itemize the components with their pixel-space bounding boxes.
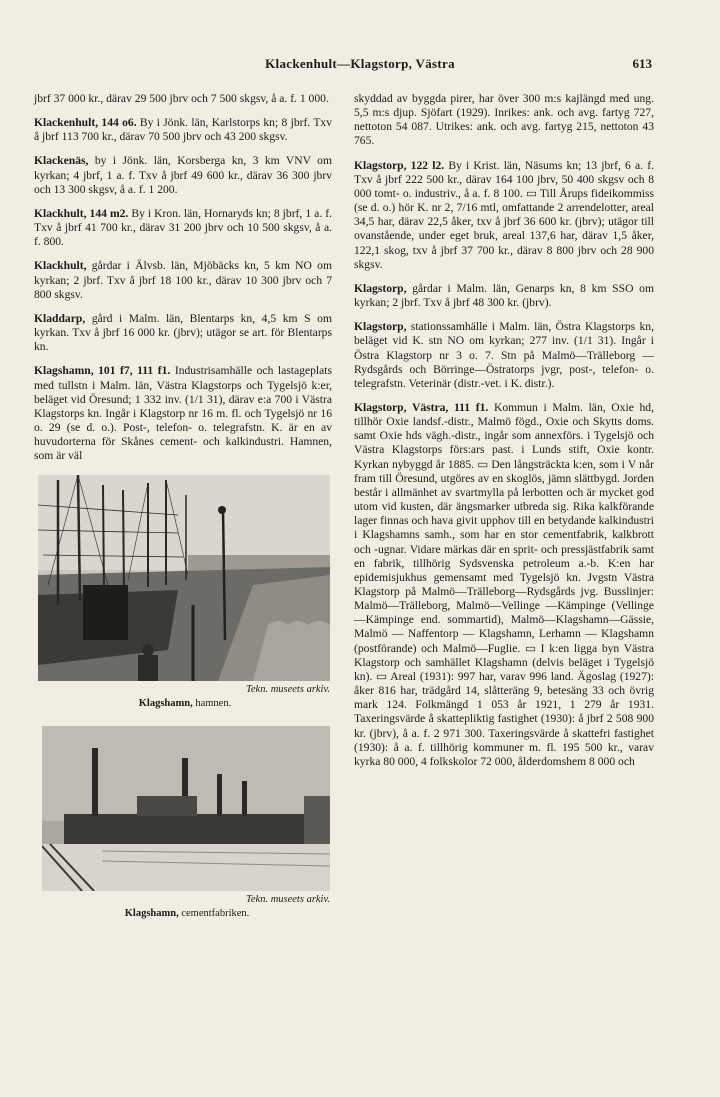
entry-text: Industrisamhälle och lastageplats med tullstn i Malm. län, Västra Klagstorps och Tygelsjö k:er, beläget vid Öresund; 1 332 inv. (1/1 31), därav e:a 700 i Västra Klagstorps kn. Ingår i Klagstorp nr 16 m. fl. och Tygelsjö nr 16 o. 29 (se d. o.). Post-, telefon- o. telegrafstn. K. är en av huvudorterna för Skånes cement- och kalkindustri. Hamnen, som är väl xyxy=(34,364,332,463)
entry-text: gårdar i Malm. län, Genarps kn, 8 km SSO om kyrkan; 2 jbrf. Txv å jbrf 48 300 kr. (jbrv). xyxy=(354,281,654,310)
entry-kladdarp xyxy=(34,312,332,354)
entry-klagstorp-station xyxy=(354,320,654,391)
entry-text: gård i Malm. län, Blentarps kn, 4,5 km S om kyrkan. Txv å jbrf 16 000 kr. (jbrv); utägor se art. för Blentarps kn. xyxy=(34,311,332,354)
entry-text: By i Krist. län, Näsums kn; 13 jbrf, 6 a. f. Txv å jbrf 222 500 kr., därav 164 100 jbrv, 50 400 skgsv och 8 000 tomt- o. industriv., å a. f. 8 100. ▭ Till Årups fideikommiss (se d. o.) hör K. nr 2, 7/16 mtl, omfattande 2 arrendelotter, areal 34,5 har, därav 22,5 åker, txv å jbrf 36 600 kr. (jbrv); utägor till ovanstående, under eget bruk, areal 137,6 har, därav 1,5 åker, 122,1 skog, txv å jbrf 37 700 kr., därav 8 800 jbrv och 28 900 skgsv. xyxy=(354,158,654,271)
entry-text: gårdar i Älvsb. län, Mjöbäcks kn, 5 km NO om kyrkan; 2 jbrf. Txv å jbrf 18 100 kr., därav 10 300 jbrv och 7 800 skgsv. xyxy=(34,259,332,301)
left-column xyxy=(34,92,332,920)
entry-headword: Klagstorp, xyxy=(354,320,407,334)
photo-caption: Klagshamn, cementfabriken. xyxy=(124,908,250,920)
entry-headword: Klackhult, 144 m2. xyxy=(34,206,129,220)
running-title: Klackenhult—Klagstorp, Västra xyxy=(265,56,455,71)
entry-klagstorp-genarp xyxy=(354,282,654,310)
entry-text: stationssamhälle i Malm. län, Östra Klagstorps kn, beläget vid K. stn NO om kyrkan; 277 inv. (1/1 31). Ingår i Östra Klagstorp nr 3 o. 7. Stn på Malmö—Trälleborg — Rydsgårds och Börringe—Östratorps jvgr, post-, telefon- o. telegrafstn. Veterinär (distr.-vet. i K. distr.). xyxy=(354,320,654,390)
page-number: 613 xyxy=(632,56,652,71)
entry-klagstorp-krist xyxy=(354,159,654,272)
entry-headword: Klagstorp, xyxy=(354,281,407,295)
right-column xyxy=(354,92,654,779)
entry-headword: Kladdarp, xyxy=(34,311,86,325)
figure-harbour xyxy=(38,475,332,710)
entry-headword: Klackenäs, xyxy=(34,154,89,168)
figure-cement-factory xyxy=(42,726,332,920)
entry-klackenhult xyxy=(34,116,332,144)
entry-text: Kommun i Malm. län, Oxie hd, tillhör Oxie landsf.-distr., Malmö fögd., Oxie och Skytts doms. samt Oxie hds vägh.-distr., ingår som annexförs. i Tygelsjö och Västra Klagstorps förs:ars past. i Lunds stift, Oxie kontr. Kyrkan nybyggd år 1885. ▭ Den långsträckta k:en, som i V når fram till Öresund, utgöres av en skoglös, jämn slättbygd. Jorden består i allmänhet av svartmylla på lerbotten och är mycket god utom vid kusten, där ängsmarker utbreda sig. Rika kalkförande lager finnas och hava givit upphov till en betydande kalkindustri i Klagshamns samh., som har en stor cementfabrik, kalkbrott och -ugnar. Vidare märkas där en sprit- och pressjästfabrik samt en fabrik, tillhörig Sydsvenska petroleum a.-b. K:en har epidemisjukhus gemensamt med Tygelsjö kn. Jvgstn Västra Klagstorp på Malmö—Trälleborg—Rydsgårds jvg. Busslinjer: Malmö—Trälleborg, Malmö—Vellinge —Kämpinge (Vellinge—Kämpinge end. sommartid), Malmö—Klagshamn—Gässie, Malmö — Naffentorp — Klagshamn, Lerhamn — Klagshamn (postförande) och Malmö—Fuglie. ▭ I k:en ligga byn Västra Klagstorp och samhället Klagshamn (delvis beläget i Tygelsjö kn). ▭ Areal (1931): 997 har, varav 996 land. Ägoslag (1927): åker 816 har, trädgård 14, slåtteräng 9, betesäng 33 och övrig mark 124. Folkmängd 1 053 år 1921, 1 279 år 1931. Taxeringsvärde å skattepliktig fastighet (1930): å jbrf 2 508 900 kr. (jbrv), å a. f. 2 971 300. Taxeringsvärde å skattefri fastighet (1930): å a. f. tillhörig kommuner m. fl. 195 500 kr., varav kyrka 80 000, 4 folkskolor 72 000, ålderdomshem 8 000 och xyxy=(354,400,654,768)
entry-klackhult-alvsb xyxy=(34,259,332,301)
entry-text: by i Jönk. län, Korsberga kn, 3 km VNV om kyrkan; 4 jbrf, 1 a. f. Txv å jbrf 49 600 kr., därav 36 300 jbrv och 13 300 skgsv, å a. f. 1 200. xyxy=(34,154,332,196)
harbour-photo xyxy=(38,475,330,681)
photo-caption: Klagshamn, hamnen. xyxy=(138,698,232,710)
entry-text: By i Kron. län, Hornaryds kn; 8 jbrf, 1 a. f. Txv å jbrf 41 700 kr., därav 31 200 jbrv och 10 500 skgsv, å a. f. 800. xyxy=(34,206,333,249)
entry-headword: Klagstorp, Västra, 111 f1. xyxy=(354,400,489,414)
entry-headword: Klackhult, xyxy=(34,259,87,273)
entry-klackenas xyxy=(34,154,332,196)
entry-klagshamn xyxy=(34,364,332,463)
entry-klagstorp-vastra xyxy=(354,401,654,769)
entry-continuation: jbrf 37 000 kr., därav 29 500 jbrv och 7 500 skgsv, å a. f. 1 000. xyxy=(34,92,329,105)
entry-continuation: skyddad av byggda pirer, har över 300 m:s kajlängd med ung. 5,5 m:s djup. Sjöfart (1929). Inrikes: ank. och avg. fartyg 727, nettoton 54 087. Utrikes: ank. och avg. fartyg 215, nettoton 43 765. xyxy=(354,92,654,148)
entry-headword: Klagstorp, 122 l2. xyxy=(354,158,445,172)
entry-text: By i Jönk. län, Karlstorps kn; 8 jbrf. Txv å jbrf 113 700 kr., därav 70 500 jbrv och 43 200 skgsv. xyxy=(34,116,333,144)
entry-klackhult-kron xyxy=(34,207,332,249)
entry-headword: Klackenhult, 144 o6. xyxy=(34,116,137,130)
photo-credit: Tekn. museets arkiv. xyxy=(246,684,330,696)
entry-headword: Klagshamn, 101 f7, 111 f1. xyxy=(34,364,171,378)
photo-credit: Tekn. museets arkiv. xyxy=(246,894,330,906)
cement-factory-photo xyxy=(42,726,330,891)
